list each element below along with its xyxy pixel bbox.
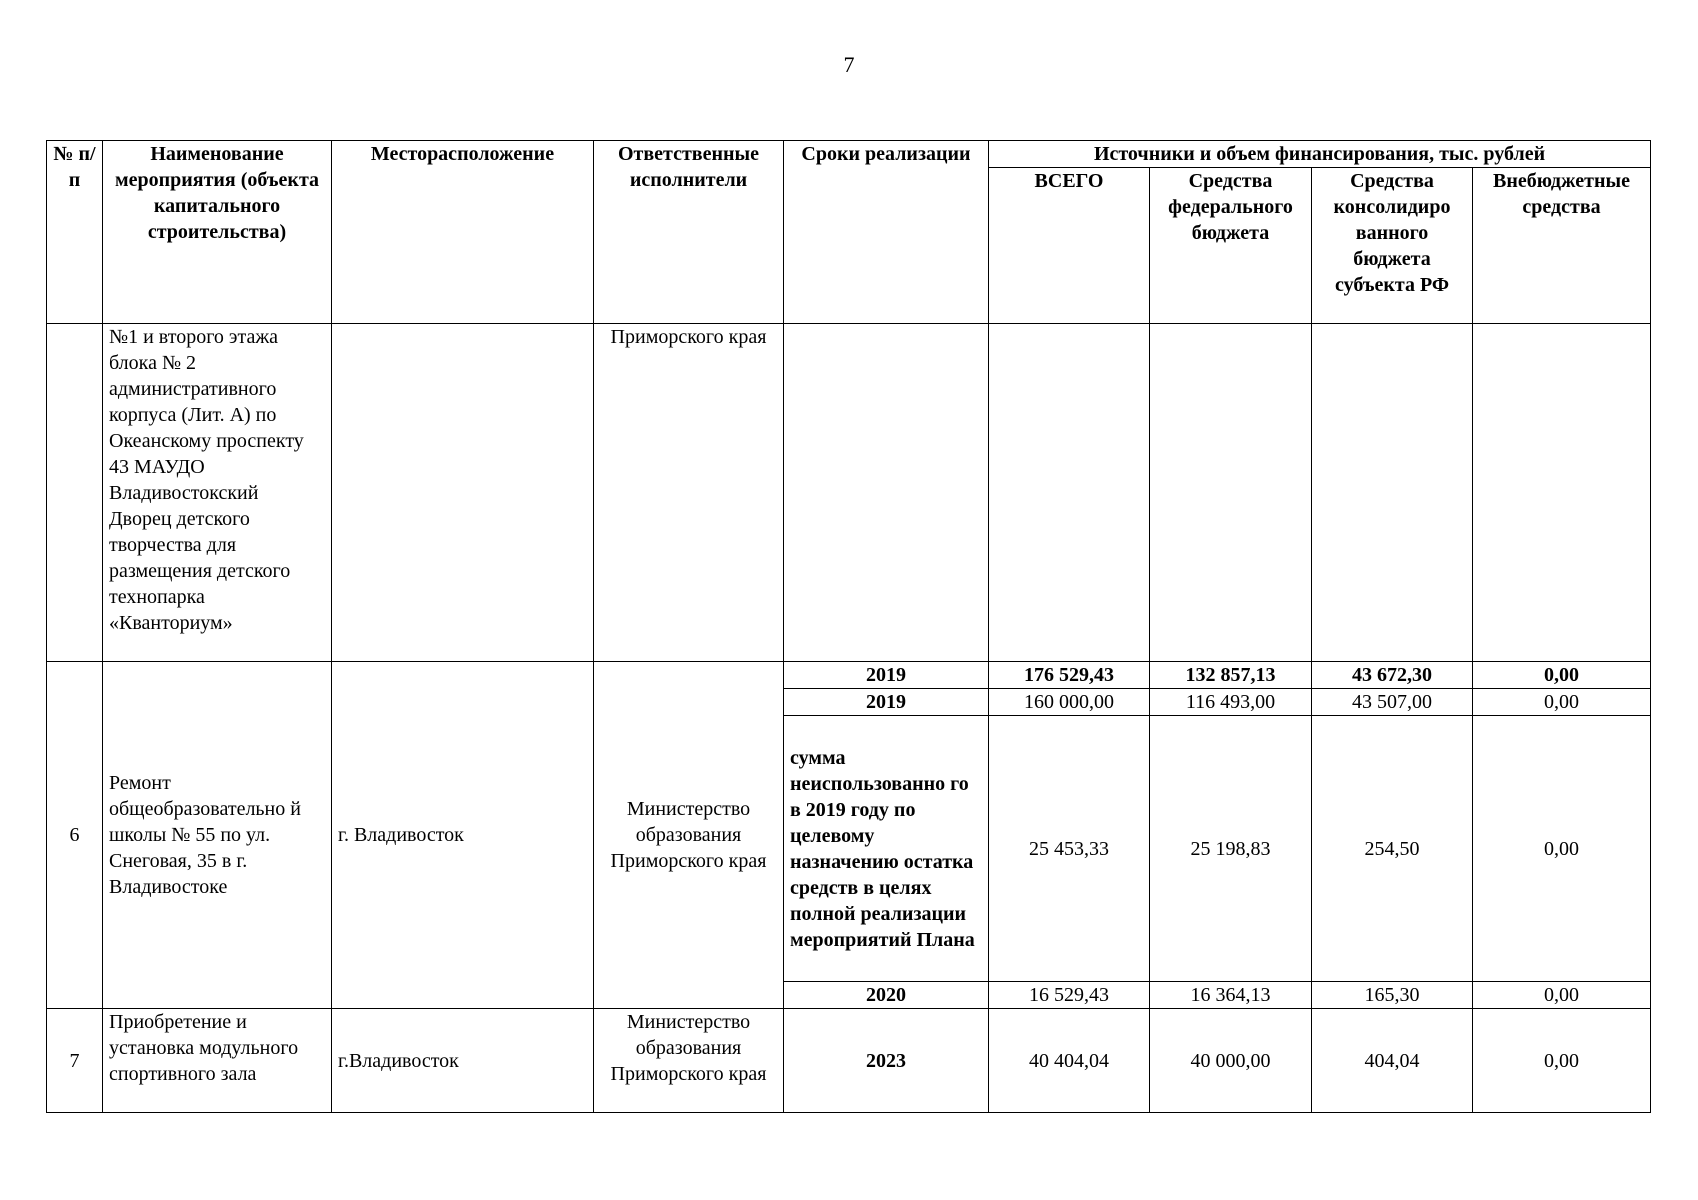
row6-name: Ремонт общеобразовательно й школы № 55 по ул. Снеговая, 35 в г. Владивостоке [103,662,332,1009]
header-extra: Внебюджетные средства [1473,168,1651,324]
row6-line2-federal: 116 493,00 [1150,689,1312,716]
header-responsible: Ответственные исполнители [594,141,784,324]
row6-location: г. Владивосток [332,662,594,1009]
header-regional: Средства консолидиро ванного бюджета субъекта РФ [1312,168,1473,324]
row6-line2-period: 2019 [784,689,989,716]
row7-num: 7 [47,1009,103,1113]
row6-line3-federal: 25 198,83 [1150,716,1312,982]
continued-row [47,324,1651,662]
continued-name: №1 и второго этажа блока № 2 административного корпуса (Лит. А) по Океанскому проспекту 43 МАУДО Владивостокский Дворец детского творчества для размещения детского технопарка «Кванториум» [103,324,332,662]
row6-line4-period: 2020 [784,982,989,1009]
header-sources-group: Источники и объем финансирования, тыс. рублей [989,141,1651,168]
row6-line3-period: сумма неиспользованно го в 2019 году по целевому назначению остатка средств в целях полной реализации мероприятий Плана [784,716,989,982]
continued-total-cell [989,324,1150,662]
financing-table [46,140,1651,1113]
row6-line4-total: 16 529,43 [989,982,1150,1009]
header-period: Сроки реализации [784,141,989,324]
row7-period: 2023 [784,1009,989,1113]
row6-line1 [47,662,1651,689]
row6-responsible: Министерство образования Приморского края [594,662,784,1009]
row7 [47,1009,1651,1113]
row6-line3-regional: 254,50 [1312,716,1473,982]
continued-regional-cell [1312,324,1473,662]
row6-line2-total: 160 000,00 [989,689,1150,716]
header-federal: Средства федерального бюджета [1150,168,1312,324]
row6-line1-period: 2019 [784,662,989,689]
continued-federal-cell [1150,324,1312,662]
row7-extra: 0,00 [1473,1009,1651,1113]
header-total: ВСЕГО [989,168,1150,324]
row6-line4-extra: 0,00 [1473,982,1651,1009]
continued-extra-cell [1473,324,1651,662]
header-row-1 [47,141,1651,168]
page-number: 7 [843,52,855,77]
header-name: Наименование мероприятия (объекта капитального строительства) [103,141,332,324]
row6-line1-total: 176 529,43 [989,662,1150,689]
continued-responsible: Приморского края [594,324,784,662]
row7-location: г.Владивосток [332,1009,594,1113]
header-location: Месторасположение [332,141,594,324]
row6-line3-total: 25 453,33 [989,716,1150,982]
row7-total: 40 404,04 [989,1009,1150,1113]
row6-num: 6 [47,662,103,1009]
continued-period-cell [784,324,989,662]
row6-line4-regional: 165,30 [1312,982,1473,1009]
row6-line1-extra: 0,00 [1473,662,1651,689]
row6-line1-regional: 43 672,30 [1312,662,1473,689]
continued-num-cell [47,324,103,662]
row7-responsible: Министерство образования Приморского края [594,1009,784,1113]
row6-line4-federal: 16 364,13 [1150,982,1312,1009]
row7-name: Приобретение и установка модульного спортивного зала [103,1009,332,1113]
continued-location-cell [332,324,594,662]
row7-regional: 404,04 [1312,1009,1473,1113]
row6-line3-extra: 0,00 [1473,716,1651,982]
row7-federal: 40 000,00 [1150,1009,1312,1113]
row6-line2-regional: 43 507,00 [1312,689,1473,716]
row6-line2-extra: 0,00 [1473,689,1651,716]
header-num: № п/п [47,141,103,324]
row6-line1-federal: 132 857,13 [1150,662,1312,689]
